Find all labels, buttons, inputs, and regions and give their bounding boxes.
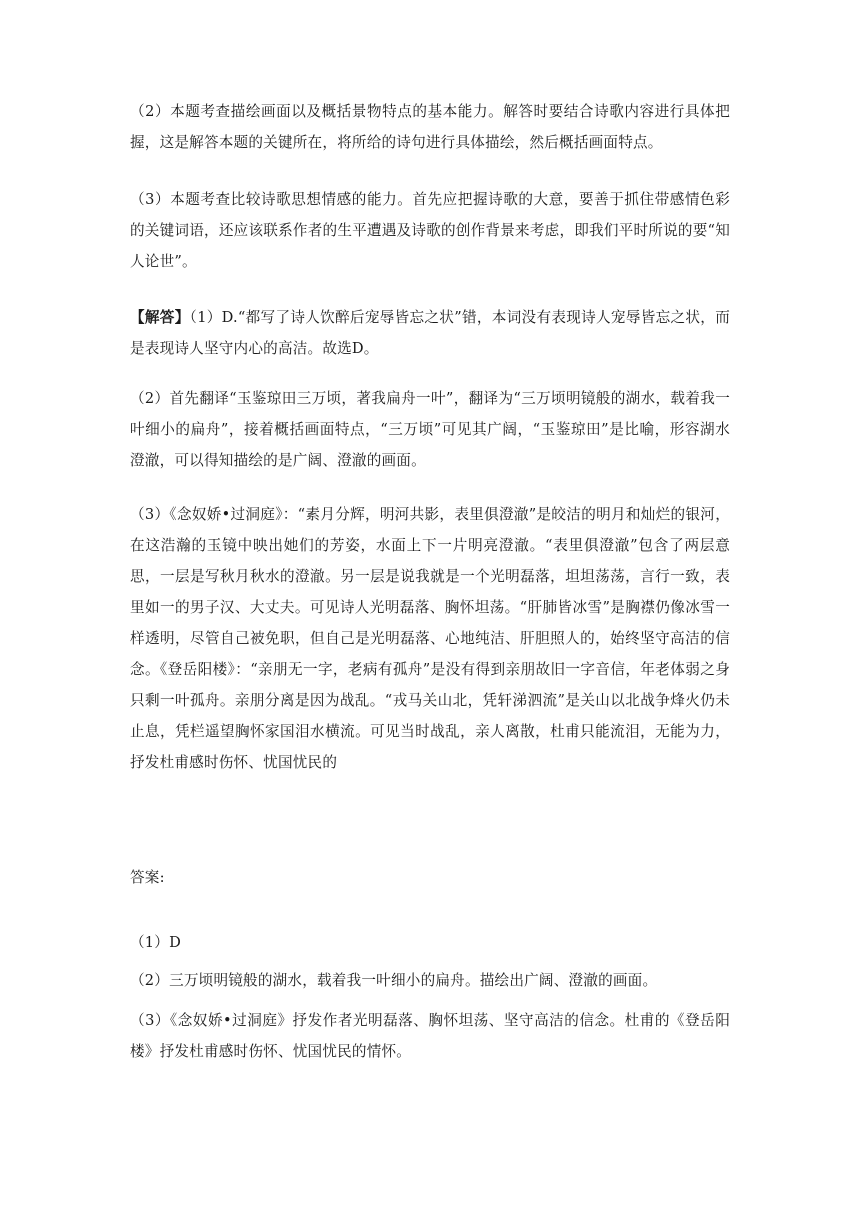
analysis-paragraph-2: （2）本题考查描绘画面以及概括景物特点的基本能力。解答时要结合诗歌内容进行具体把握，这是解答本题的关键所在，将所给的诗句进行具体描绘，然后概括画面特点。 [130, 103, 730, 151]
solution-paragraph-1 [130, 302, 730, 364]
answer-item-1: （1）D [130, 934, 181, 951]
solution-paragraph-2: （2）首先翻译“玉鉴琼田三万顷，著我扁舟一叶”，翻译为“三万顷明镜般的湖水，载着我一叶细小的扁舟”，接着概括画面特点，“三万顷”可见其广阔，“玉鉴琼田”是比喻，形容湖水澄澈，可以得知描绘的是广阔、澄澈的画面。 [130, 390, 730, 469]
solution-paragraph-3: （3）《念奴娇•过洞庭》：“素月分辉，明河共影，表里俱澄澈”是皎洁的明月和灿烂的银河，在这浩瀚的玉镜中映出她们的芳姿，水面上下一片明亮澄澈。“表里俱澄澈”包含了两层意思，一层是写秋月秋水的澄澈。另一层是说我就是一个光明磊落，坦坦荡荡，言行一致，表里如一的男子汉、大丈夫。可见诗人光明磊落、胸怀坦荡。“肝肺皆冰雪”是胸襟仍像冰雪一样透明，尽管自己被免职，但自己是光明磊落、心地纯洁、肝胆照人的，始终坚守高洁的信念。《登岳阳楼》：“亲朋无一字，老病有孤舟”是没有得到亲朋故旧一字音信，年老体弱之身只剩一叶孤舟。亲朋分离是因为战乱。“戎马关山北，凭轩涕泗流”是关山以北战争烽火仍未止息，凭栏遥望胸怀家国泪水横流。可见当时战乱，亲人离散，杜甫只能流泪，无能为力，抒发杜甫感时伤怀、忧国忧民的 [130, 506, 730, 771]
analysis-paragraph-3: （3）本题考查比较诗歌思想情感的能力。首先应把握诗歌的大意，要善于抓住带感情色彩的关键词语，还应该联系作者的生平遭遇及诗歌的创作背景来考虑，即我们平时所说的要“知人论世”。 [130, 191, 730, 270]
answer-label: 答案: [130, 869, 165, 886]
solution-label: 【解答】 [130, 309, 190, 326]
answer-item-2: （2）三万顷明镜般的湖水，载着我一叶细小的扁舟。描绘出广阔、澄澈的画面。 [130, 972, 658, 989]
solution-text-1: （1）D.“都写了诗人饮醉后宠辱皆忘之状”错，本词没有表现诗人宠辱皆忘之状，而是表现诗人坚守内心的高洁。故选D。 [130, 309, 730, 357]
answer-item-3: （3）《念奴娇•过洞庭》抒发作者光明磊落、胸怀坦荡、坚守高洁的信念。杜甫的《登岳阳楼》抒发杜甫感时伤怀、忧国忧民的情怀。 [130, 1012, 730, 1060]
